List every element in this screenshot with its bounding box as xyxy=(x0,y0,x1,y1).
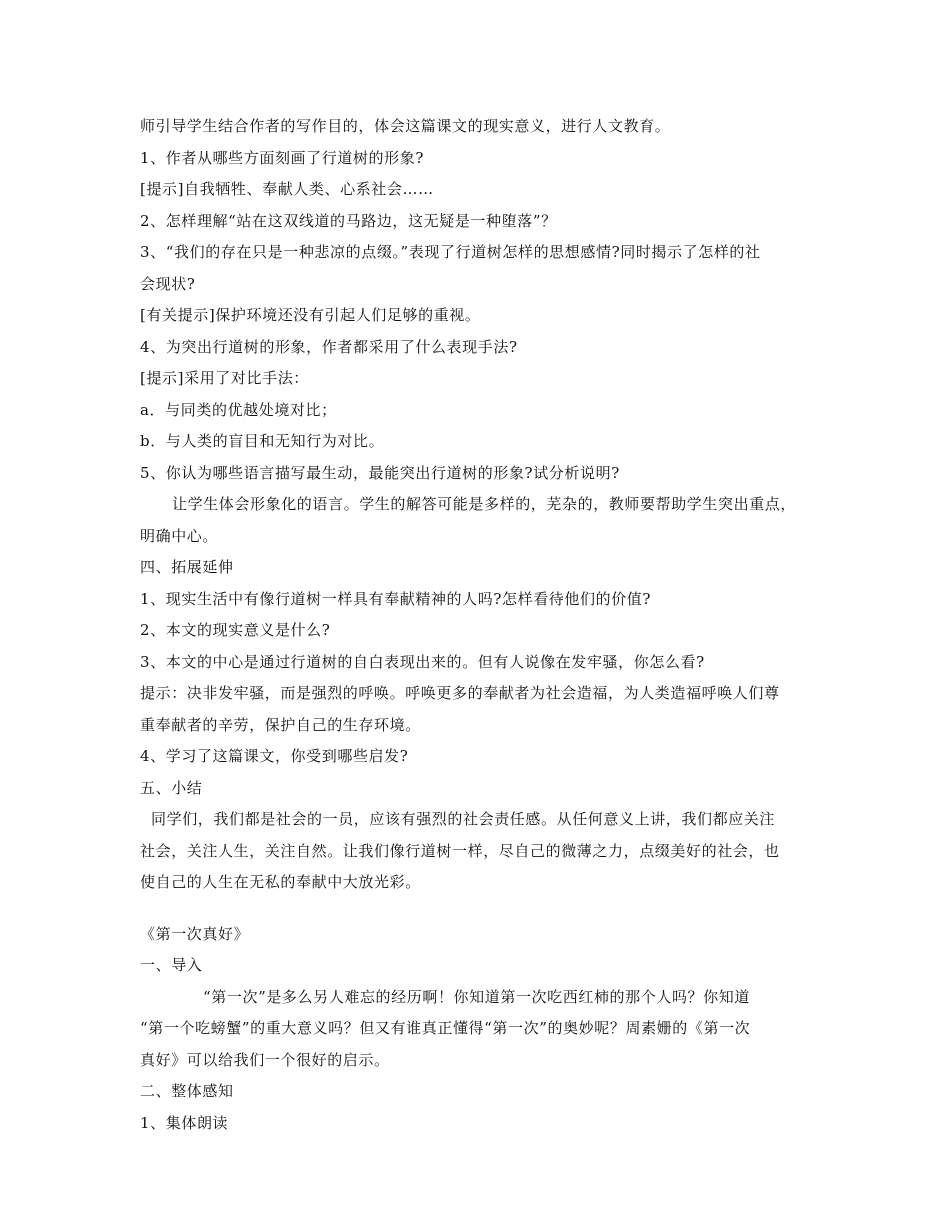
paragraph-line: “第一次”是多么另人难忘的经历啊！你知道第一次吃西红柿的那个人吗？你知道 xyxy=(203,987,750,1006)
list-item: a．与同类的优越处境对比； xyxy=(140,400,337,419)
lesson-title: 《第一次真好》 xyxy=(140,924,250,943)
question-line: 1、作者从哪些方面刻画了行道树的形象? xyxy=(140,148,424,167)
text-line: 社会，关注人生，关注自然。让我们像行道树一样，尽自己的微薄之力，点缀美好的社会，也 xyxy=(140,841,780,860)
text-line: “第一个吃螃蟹”的重大意义吗？但又有谁真正懂得“第一次”的奥妙呢？周素姗的《第一次 xyxy=(140,1019,751,1037)
section-heading: 一、导入 xyxy=(140,956,203,974)
section-heading: 四、拓展延伸 xyxy=(140,558,234,576)
text-line: 师引导学生结合作者的写作目的，体会这篇课文的现实意义，进行人文教育。 xyxy=(140,117,671,135)
question-line: 2、本文的现实意义是什么? xyxy=(140,621,331,639)
list-item: b．与人类的盲目和无知行为对比。 xyxy=(140,432,385,450)
text-line: 明确中心。 xyxy=(140,526,219,545)
text-line: 真好》可以给我们一个很好的启示。 xyxy=(140,1050,390,1069)
question-line: 3、本文的中心是通过行道树的自白表现出来的。但有人说像在发牢骚，你怎么看? xyxy=(140,652,705,671)
question-line: 4、学习了这篇课文，你受到哪些启发? xyxy=(140,747,409,765)
hint-line: 提示：决非发牢骚，而是强烈的呼唤。呼唤更多的奉献者为社会造福，为人类造福呼唤人们尊 xyxy=(140,684,780,702)
question-line: 4、为突出行道树的形象，作者都采用了什么表现手法? xyxy=(140,337,518,356)
hint-line: [有关提示]保护环境还没有引起人们足够的重视。 xyxy=(140,306,481,324)
document-body xyxy=(140,111,820,1139)
spacer xyxy=(140,899,820,919)
question-line: 2、怎样理解“站在这双线道的马路边，这无疑是一种堕落”？ xyxy=(140,211,557,230)
question-line: 5、你认为哪些语言描写最生动，最能突出行道树的形象?试分析说明? xyxy=(140,463,620,482)
text-line: 使自己的人生在无私的奉献中大放光彩。 xyxy=(140,873,421,891)
question-line: 1、现实生活中有像行道树一样具有奉献精神的人吗?怎样看待他们的价值? xyxy=(140,589,652,608)
text-line: 会现状? xyxy=(140,274,196,293)
paragraph-line: 同学们，我们都是社会的一员，应该有强烈的社会责任感。从任何意义上讲，我们都应关注 xyxy=(151,810,776,828)
hint-line: [提示]自我牺牲、奉献人类、心系社会…… xyxy=(140,180,434,198)
list-item: 1、集体朗读 xyxy=(140,1113,229,1132)
section-heading: 二、整体感知 xyxy=(140,1082,234,1100)
question-line: 3、“我们的存在只是一种悲凉的点缀。”表现了行道树怎样的思想感情?同时揭示了怎样的社 xyxy=(140,243,761,261)
paragraph-line: 让学生体会形象化的语言。学生的解答可能是多样的，芜杂的，教师要帮助学生突出重点， xyxy=(172,495,797,513)
section-heading: 五、小结 xyxy=(140,778,203,797)
hint-line: [提示]采用了对比手法： xyxy=(140,369,309,387)
text-line: 重奉献者的辛劳，保护自己的生存环境。 xyxy=(140,715,421,734)
